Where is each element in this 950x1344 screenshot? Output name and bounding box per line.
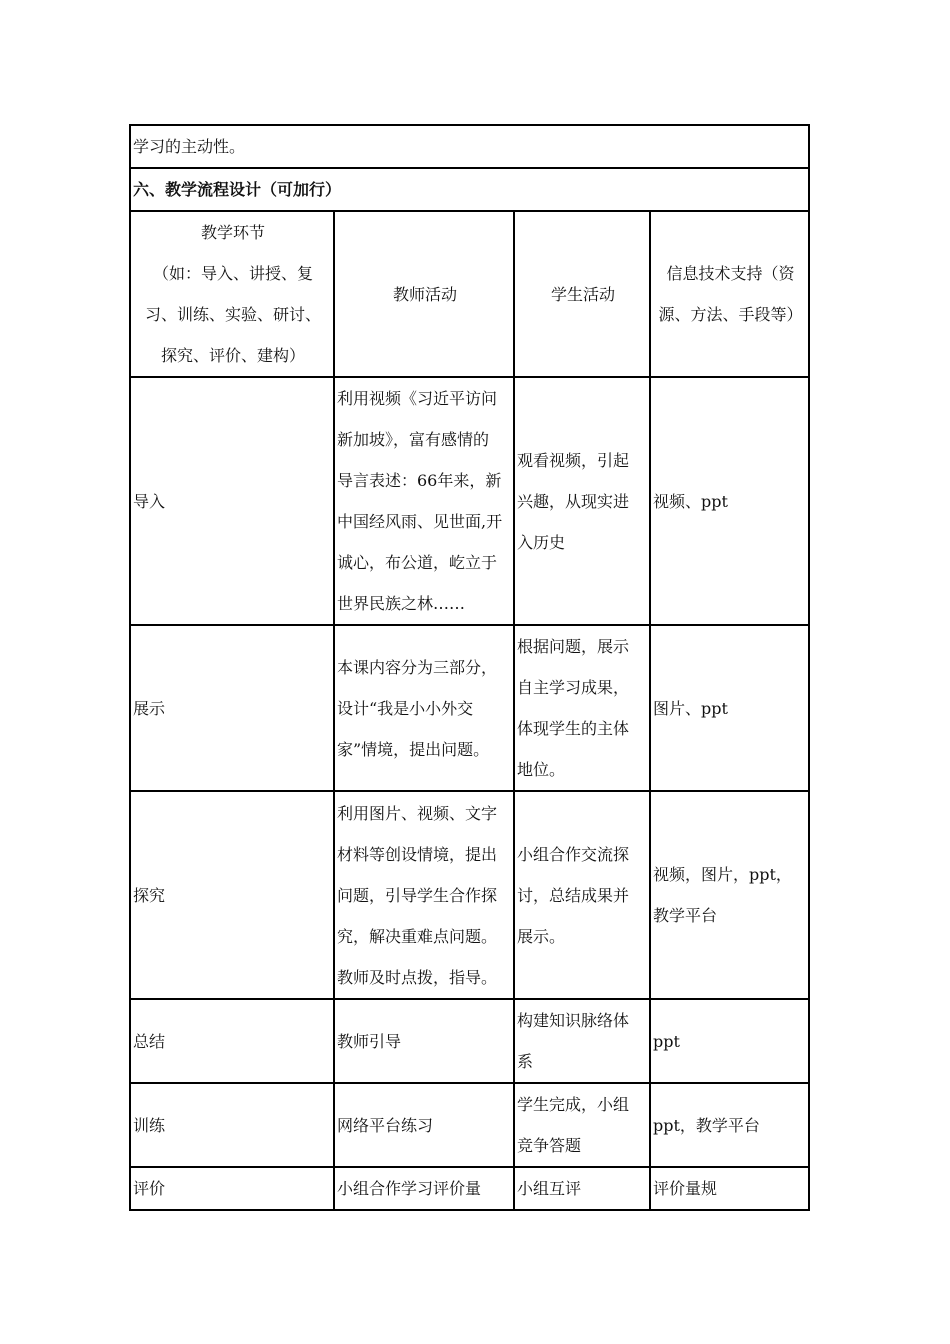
lesson-plan-page	[129, 124, 808, 1211]
stage-cell: 训练	[130, 1083, 334, 1167]
teacher-cell: 本课内容分为三部分， 设计“我是小小外交 家”情境，提出问题。	[334, 625, 514, 791]
teaching-flow-table	[129, 124, 810, 1211]
student-cell: 小组合作交流探 讨，总结成果并 展示。	[514, 791, 650, 999]
teacher-cell: 教师引导	[334, 999, 514, 1083]
teacher-cell: 网络平台练习	[334, 1083, 514, 1167]
table-row	[130, 1083, 809, 1167]
table-row	[130, 1167, 809, 1210]
student-cell: 观看视频，引起 兴趣，从现实进 入历史	[514, 377, 650, 625]
teacher-cell: 利用视频《习近平访问 新加坡》，富有感情的 导言表述：66年来，新 中国经风雨、见世面,开 诚心，布公道，屹立于 世界民族之林……	[334, 377, 514, 625]
table-row	[130, 999, 809, 1083]
section-heading: 六、教学流程设计（可加行）	[130, 168, 809, 211]
table-row	[130, 791, 809, 999]
teacher-cell: 利用图片、视频、文字 材料等创设情境，提出 问题，引导学生合作探 究，解决重难点问题。 教师及时点拨，指导。	[334, 791, 514, 999]
teacher-cell: 小组合作学习评价量	[334, 1167, 514, 1210]
stage-cell: 展示	[130, 625, 334, 791]
stage-cell: 探究	[130, 791, 334, 999]
tech-cell: 视频，图片，ppt， 教学平台	[650, 791, 809, 999]
header-stage: 教学环节 （如：导入、讲授、复 习、训练、实验、研讨、 探究、评价、建构）	[130, 211, 334, 377]
header-tech: 信息技术支持（资 源、方法、手段等）	[650, 211, 809, 377]
student-cell: 根据问题，展示 自主学习成果， 体现学生的主体 地位。	[514, 625, 650, 791]
intro-line: 学习的主动性。	[130, 125, 809, 168]
header-row	[130, 211, 809, 377]
stage-cell: 评价	[130, 1167, 334, 1210]
header-teacher: 教师活动	[334, 211, 514, 377]
table-row	[130, 625, 809, 791]
tech-cell: ppt	[650, 999, 809, 1083]
student-cell: 构建知识脉络体 系	[514, 999, 650, 1083]
tech-cell: ppt，教学平台	[650, 1083, 809, 1167]
header-student: 学生活动	[514, 211, 650, 377]
student-cell: 小组互评	[514, 1167, 650, 1210]
stage-cell: 总结	[130, 999, 334, 1083]
stage-cell: 导入	[130, 377, 334, 625]
tech-cell: 图片、ppt	[650, 625, 809, 791]
tech-cell: 评价量规	[650, 1167, 809, 1210]
student-cell: 学生完成，小组 竞争答题	[514, 1083, 650, 1167]
table-row	[130, 377, 809, 625]
tech-cell: 视频、ppt	[650, 377, 809, 625]
